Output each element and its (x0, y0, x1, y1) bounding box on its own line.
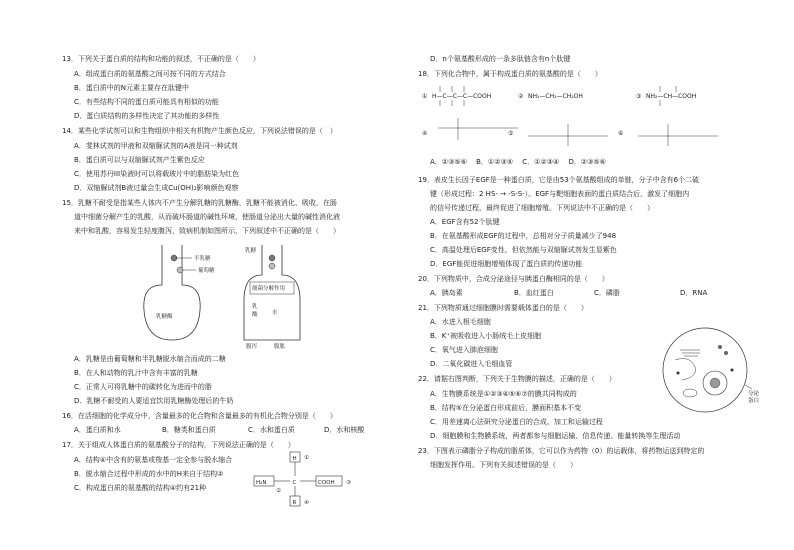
q18-compound-1: H—C—C—C—COOH (432, 93, 492, 100)
struct-h2n: H₂N (256, 480, 267, 486)
label-diarrhea: 腹泻 (246, 344, 258, 350)
q18-compound-4-num: ④ (422, 130, 428, 137)
q20-option-b: B．血红蛋白 (514, 289, 554, 297)
q20-option-a: A．胰岛素 (430, 289, 463, 297)
q18-options: A．②③⑤⑥ B．①②③⑤ C．①②③④ D．②③⑤⑥ (430, 158, 606, 166)
q18-compound-1-num: ① (422, 93, 428, 100)
q18-stem: 18．下列化合物中，属于构成蛋白质的氨基酸的是（ ） (418, 70, 602, 78)
label-bloating: 腹胀 (274, 344, 286, 350)
q13-stem: 13．下列关于蛋白质的结构和功能的叙述，不正确的是（ ） (62, 55, 260, 63)
q15-option-d: D．乳糖不耐受的人要适宜饮用乳糖酶处理后的牛奶 (74, 397, 234, 405)
q19-stem-line2: 键（形成过程：2 HS- → -S-S-）。EGF与靶细胞表面的蛋白质结合后，激发了细胞内 (430, 190, 690, 198)
q17-option-c: C．构成蛋白质的氨基酸的结构④约有21种 (74, 484, 207, 492)
q15-stem-line2: 道中细菌分解产生的乳酸，从而破坏肠道的碱性环境，使肠道分泌出大量的碱性消化液 (74, 213, 340, 221)
struct-num3: ③ (346, 480, 351, 486)
label-lactose: 乳糖 (245, 248, 257, 254)
q17-option-d: D．n个氨基酸形成的一条多肽链含有n个肽键 (430, 55, 571, 63)
q15-stem-line3: 来中和乳酸，容易发生轻度腹泻，致病机制如图所示，下列叙述中不正确的是（ ） (74, 227, 340, 235)
q14-option-d: D．双缩脲试剂B液过量会生成Cu(OH)₂影响颜色观察 (74, 184, 239, 192)
amino-acid-structure (252, 450, 362, 510)
q21-option-a: A．水进入根毛细胞 (430, 318, 491, 326)
struct-h: H (292, 456, 297, 462)
q14-option-b: B．蛋白质可以与双缩脲试剂产生紫色反应 (74, 156, 205, 164)
q15-option-b: B．在人和动物的乳汁中含有丰富的乳糖 (74, 369, 198, 377)
label-bacteria: 细菌分解作用 (252, 286, 286, 292)
q15-stem-line1: 15．乳糖不耐受是指某些人体内不产生分解乳糖的乳糖酶，乳糖不能被消化、吸收，在肠 (62, 199, 337, 207)
fig-secretion-label-1: 分泌 (748, 391, 760, 397)
q16-option-d: D．水和核酸 (324, 426, 365, 434)
q22-option-b: B．结构⑤在分泌蛋白形成前后，膜面积基本不变 (430, 404, 582, 412)
q13-option-c: C．有些结构不同的蛋白质可能具有相似的功能 (74, 98, 219, 106)
q17-option-b: B．脱水缩合过程中形成的水中的H来自于结构② (74, 470, 224, 478)
q19-option-c: C．高温处理后EGF变性，但依然能与双缩脲试剂发生显紫色 (430, 246, 617, 254)
q23-stem-line1: 23．下图表示磷脂分子构成的脂质体，它可以作为药物（0）的运载体，将药物运送到特定的 (418, 447, 705, 455)
q18-compound-5-num: ⑤ (508, 130, 514, 137)
q16-option-b: B．糖类和蛋白质 (162, 426, 216, 434)
q16-stem: 16．在活细胞的化学成分中，含量最多的化合物和含量最多的有机化合物分别是（ ） (62, 412, 337, 420)
label-lactase: 乳糖酶 (156, 314, 173, 320)
q18-compound-2-num: ② (518, 93, 524, 100)
label-water: 水 (272, 310, 278, 316)
cell-diagram (660, 325, 760, 415)
q14-stem: 14．某些化学试剂可以和生物组织中相关有机物产生颜色反应，下列说法错误的是（ ） (62, 127, 337, 135)
q16-option-c: C．水和蛋白质 (248, 426, 295, 434)
struct-r: R (292, 500, 297, 506)
label-acid-2: 酸 (252, 312, 258, 318)
label-galactose: 半乳糖 (194, 256, 211, 262)
q17-option-a: A．结构④中含有的氨基或羧基一定全参与脱水缩合 (74, 456, 233, 464)
q13-option-a: A．组成蛋白质的氨基酸之间可按不同的方式结合 (74, 70, 226, 78)
q21-option-d: D．二氧化碳进入毛细血管 (430, 360, 513, 368)
q20-option-c: C．磷脂 (594, 289, 620, 297)
q18-compound-3: NH₂—CH—COOH (646, 93, 697, 100)
q15-option-a: A．乳糖是由葡萄糖和半乳糖脱水缩合而成的二糖 (74, 355, 226, 363)
q15-option-c: C．正常人可将乳糖中的碳转化为进而中的脂 (74, 383, 212, 391)
q13-option-d: D．蛋白质结构的多样性决定了其功能的多样性 (74, 112, 220, 120)
q20-option-d: D．RNA (680, 289, 708, 297)
q20-stem: 20．下列物质中，合成分泌途径与胰蛋白酶相同的是（ ） (418, 275, 609, 283)
q13-option-b: B．蛋白质中的N元素主要存在肽键中 (74, 84, 190, 92)
q19-option-a: A．EGF含有52个肽键 (430, 218, 500, 226)
q19-option-b: B．在氨基酸形成EGF的过程中，总相对分子质量减少了948 (430, 232, 617, 240)
q21-stem: 21．下列物质通过细胞膜时需要载体蛋白的是（ ） (418, 304, 588, 312)
q21-option-b: B．K⁺被吸收进入小肠绒毛上皮细胞 (430, 332, 542, 340)
q23-stem-line2: 细胞发挥作用。下列有关叙述错误的是（ ） (430, 461, 577, 469)
q18-compound-3-num: ③ (636, 93, 642, 100)
q19-stem-line3: 的信号传递过程，最终促进了细胞增殖。下列说法中不正确的是（ ） (430, 204, 654, 212)
struct-c: C (292, 480, 297, 486)
q17-stem: 17．关于组成人体蛋白质的氨基酸分子的结构，下列说法正确的是（ ） (62, 441, 295, 449)
struct-num2: ② (276, 488, 281, 494)
label-glucose: 葡萄糖 (198, 268, 215, 274)
q22-stem: 22．请据右图判断，下列关于生物膜的描述，正确的是（ ） (418, 375, 616, 383)
label-acid-1: 乳 (252, 304, 258, 310)
fig-secretion-label-2: 蛋白 (748, 398, 760, 404)
q21-option-c: C．氧气进入肺泡细胞 (430, 346, 498, 354)
struct-num4: ④ (304, 500, 309, 506)
q19-stem-line1: 19．表皮生长因子EGF是一种蛋白质，它是由53个氨基酸组成的单链，分子中含有6个二硫 (418, 176, 700, 184)
q19-option-d: D．EGF能促进细胞增殖体现了蛋白质的传递功能 (430, 260, 583, 268)
q22-option-c: C．用差速离心法研究分泌蛋白的合成、加工和运输过程 (430, 418, 603, 426)
q18-compound-2: NH₂—CH₂—CH₂OH (528, 93, 583, 100)
lactose-intolerance-figure (132, 240, 332, 350)
q16-option-a: A．蛋白质和水 (74, 426, 121, 434)
q18-structures (418, 80, 748, 155)
q14-option-c: C．使用苏丹III染液时可以将载玻片中的脂肪染为红色 (74, 170, 240, 178)
struct-cooh: COOH (318, 480, 335, 486)
q22-option-d: D．细胞膜和生物膜系统，两者都参与细胞运输、信息传递、能量转换等生理活动 (430, 432, 681, 440)
q22-option-a: A．生物膜系统是①②③④⑤⑥⑦的膜共同构成的 (430, 390, 577, 398)
q18-compound-6-num: ⑥ (618, 130, 624, 137)
struct-num1: ① (304, 455, 309, 461)
q14-option-a: A．斐林试剂的甲液和双缩脲试剂的A液是同一种试剂 (74, 142, 238, 150)
